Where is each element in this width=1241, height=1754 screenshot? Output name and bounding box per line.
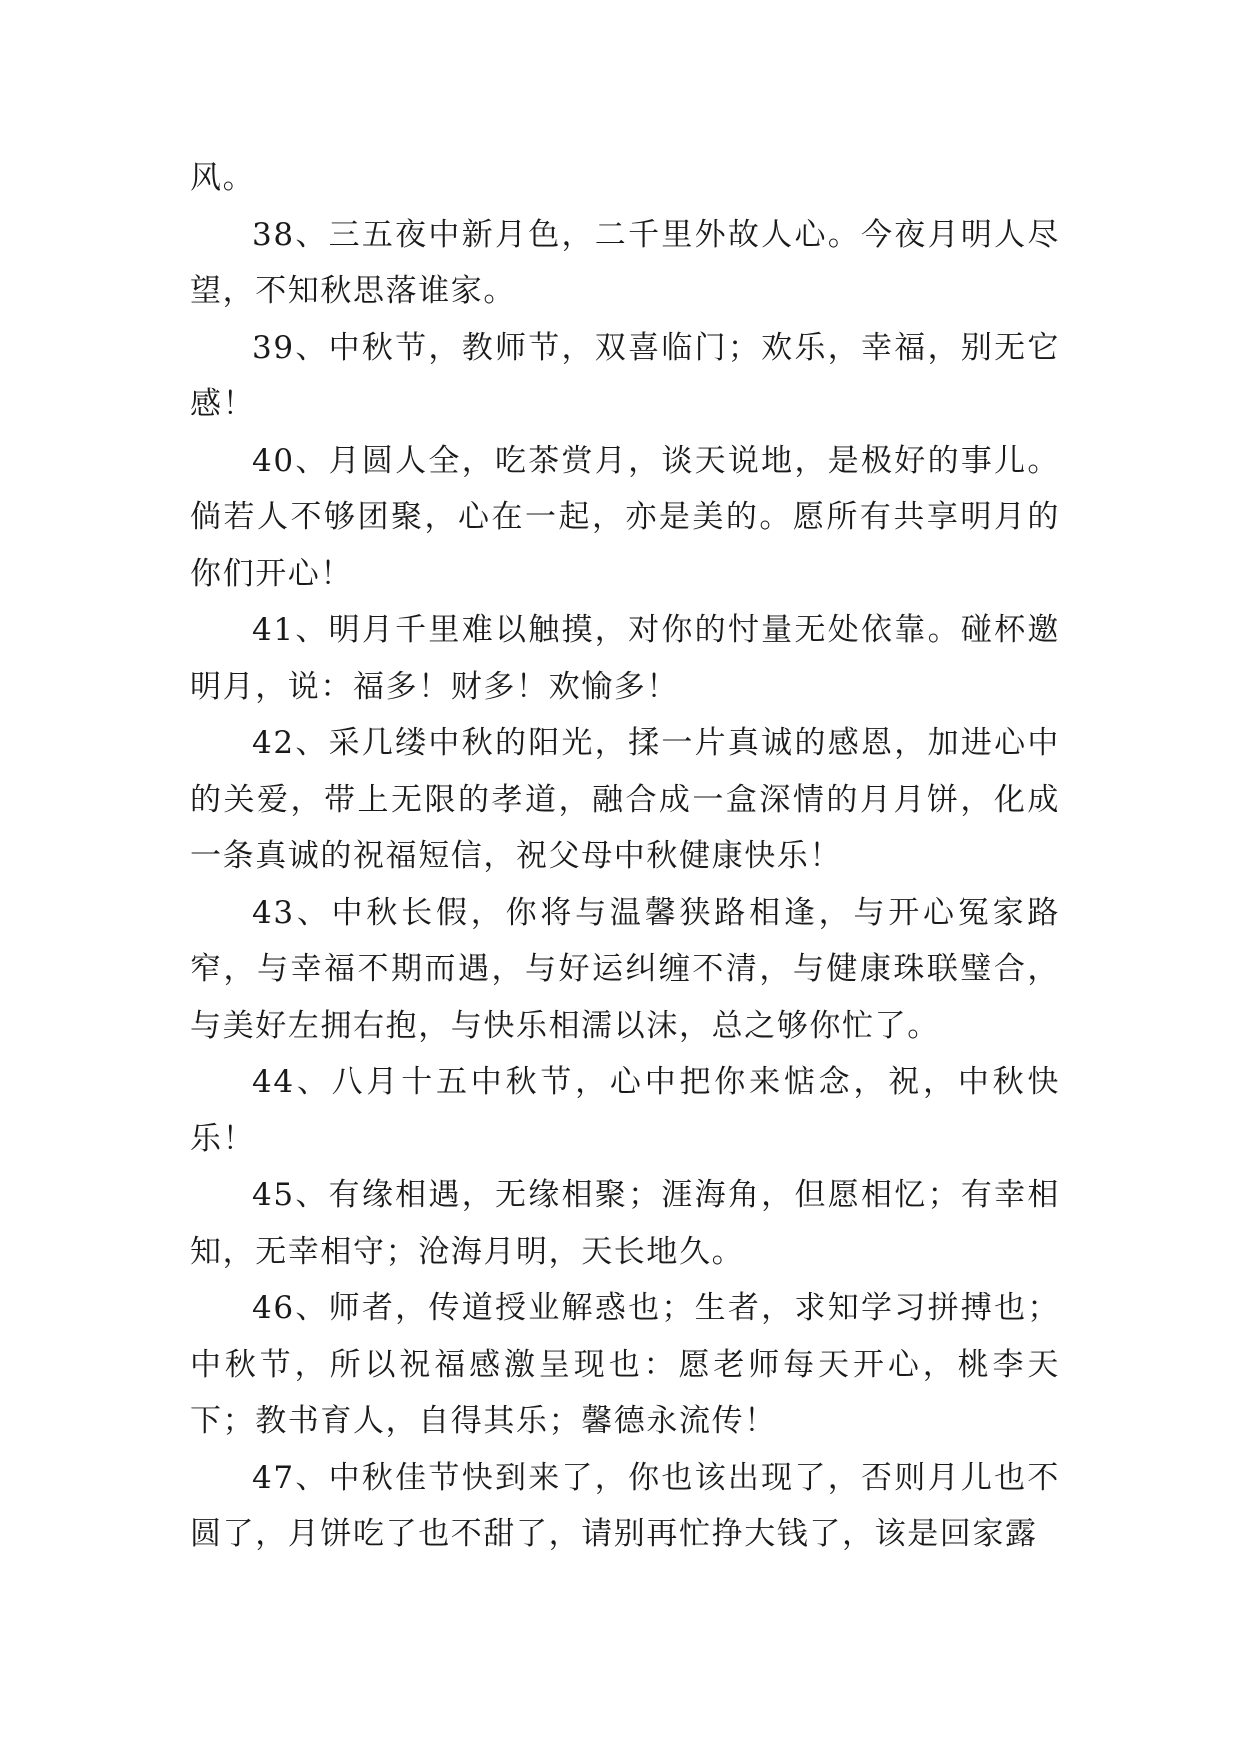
document-body [190, 150, 1060, 1563]
paragraph-45: 45、有缘相遇，无缘相聚；涯海角，但愿相忆；有幸相知，无幸相守；沧海月明，天长地久。 [190, 1177, 1060, 1270]
paragraph-fragment: 风。 [190, 160, 256, 196]
paragraph-42: 42、采几缕中秋的阳光，揉一片真诚的感恩，加进心中的关爱，带上无限的孝道，融合成一盒深情的月月饼，化成一条真诚的祝福短信，祝父母中秋健康快乐！ [190, 725, 1060, 874]
paragraph-44: 44、八月十五中秋节，心中把你来惦念，祝，中秋快乐！ [190, 1064, 1060, 1157]
paragraph-38: 38、三五夜中新月色，二千里外故人心。今夜月明人尽望，不知秋思落谁家。 [190, 216, 1060, 309]
paragraph-43: 43、中秋长假，你将与温馨狭路相逢，与开心冤家路窄，与幸福不期而遇，与好运纠缠不清，与健康珠联璧合，与美好左拥右抱，与快乐相濡以沫，总之够你忙了。 [190, 894, 1060, 1044]
paragraph-47: 47、中秋佳节快到来了，你也该出现了，否则月儿也不圆了，月饼吃了也不甜了，请别再忙挣大钱了，该是回家露 [190, 1459, 1060, 1552]
paragraph-41: 41、明月千里难以触摸，对你的忖量无处依靠。碰杯邀明月，说：福多！财多！欢愉多！ [190, 612, 1060, 705]
paragraph-39: 39、中秋节，教师节，双喜临门；欢乐，幸福，别无它感！ [190, 329, 1060, 422]
paragraph-40: 40、月圆人全，吃茶赏月，谈天说地，是极好的事儿。倘若人不够团聚，心在一起，亦是美的。愿所有共享明月的你们开心！ [190, 442, 1060, 592]
paragraph-46: 46、师者，传道授业解惑也；生者，求知学习拼搏也；中秋节，所以祝福感激呈现也：愿老师每天开心，桃李天下；教书育人，自得其乐；馨德永流传！ [190, 1290, 1060, 1439]
